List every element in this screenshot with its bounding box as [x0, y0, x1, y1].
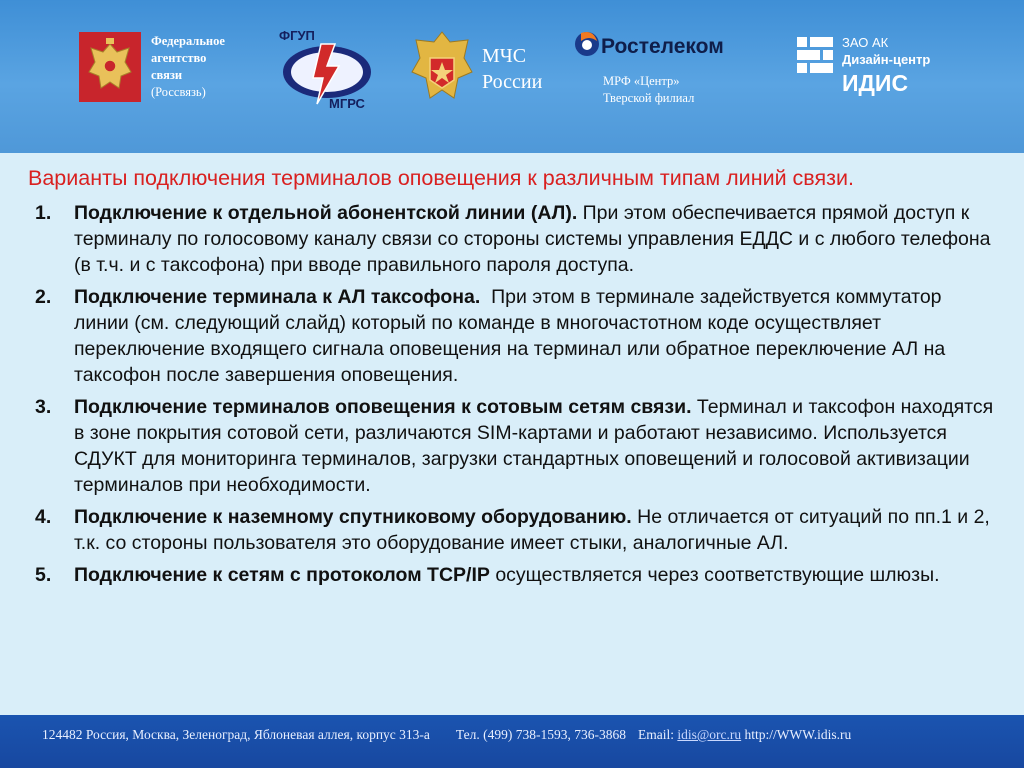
item-number: 5. [35, 564, 52, 586]
item-number: 3. [35, 396, 52, 418]
russian-coat-of-arms-logo [79, 32, 141, 102]
footer-address: 124482 Россия, Москва, Зеленоград, Яблоневая аллея, корпус 313-а [42, 727, 430, 742]
item-text: Терминал и таксофон находятся в зоне покрытия сотовой сети, различаются SIM-картами и работают независимо. Используется СДУКТ для мониторинга терминалов, загрузки стандартных оповещений и голосовой активизации терминалов при необходимости. [74, 396, 994, 496]
mchs-line1: МЧС [482, 45, 527, 67]
item-number: 1. [35, 202, 52, 224]
footer-email-label: Email: [637, 727, 678, 742]
footer-bar [0, 715, 1024, 768]
footer-site[interactable]: http://WWW.idis.ru [741, 727, 852, 742]
rostelecom-caption [603, 73, 694, 107]
list-item-4 [35, 504, 995, 556]
rossvyaz-line1: Федеральное [151, 34, 225, 48]
footer-phone: Тел. (499) 738-1593, 736-3868 [455, 727, 626, 742]
rossvyaz-line2: агентство [151, 51, 207, 65]
rostelecom-line1: МРФ «Центр» [603, 74, 680, 88]
item-text: осуществляется через соответствующие шлюзы. [489, 564, 940, 586]
item-number: 4. [35, 506, 52, 528]
item-lead: Подключение терминалов оповещения к сотовым сетям связи. [74, 396, 692, 418]
list-item-5 [35, 562, 995, 588]
item-number: 2. [35, 286, 52, 308]
idis-line2: Дизайн-центр [842, 52, 931, 67]
list-item-3 [35, 394, 995, 498]
item-lead: Подключение к сетям с протоколом TCP/IP [74, 564, 490, 586]
rossvyaz-line3: связи [151, 68, 183, 82]
connection-options-list [35, 200, 995, 594]
mchs-line2: России [482, 71, 543, 93]
idis-line3: ИДИС [842, 70, 909, 96]
idis-logo [797, 37, 833, 73]
item-lead: Подключение к наземному спутниковому оборудованию. [74, 506, 632, 528]
item-text: Не отличается от ситуаций по пп.1 и 2, т.к. со стороны пользователя это оборудование имеет стыки, аналогичные АЛ. [74, 506, 990, 554]
item-text: При этом обеспечивается прямой доступ к терминалу по голосовому каналу связи со стороны системы управления ЕДДС и с любого телефона (в т.ч. и с таксофона) при вводе правильного пароля доступа. [74, 202, 991, 276]
mchs-emblem-logo [410, 28, 474, 104]
item-lead: Подключение к отдельной абонентской линии (АЛ). [74, 202, 578, 224]
slide-title: Варианты подключения терминалов оповещения к различным типам линий связи. [28, 166, 854, 190]
list-item-2 [35, 284, 995, 388]
fgup-top-label: ФГУП [279, 28, 315, 43]
item-lead: Подключение терминала к АЛ таксофона. [74, 286, 481, 308]
footer-contacts [42, 727, 851, 743]
mchs-caption [482, 43, 542, 95]
header-banner [0, 0, 1024, 153]
rostelecom-name: Ростелеком [601, 35, 724, 58]
idis-caption [842, 35, 930, 97]
item-text: При этом в терминале задействуется коммутатор линии (см. следующий слайд) который по команде в многочастотном коде осуществляет переключение входящего сигнала оповещения на терминал или обратное переключение АЛ на таксофон после завершения оповещения. [74, 286, 951, 386]
rostelecom-line2: Тверской филиал [603, 91, 695, 105]
footer-email-link[interactable]: idis@orc.ru [677, 727, 742, 742]
rostelecom-logo [573, 27, 733, 67]
idis-line1: ЗАО АК [842, 35, 889, 50]
fgup-bottom-label: МГРС [329, 96, 365, 111]
rossvyaz-caption [151, 33, 271, 101]
fgup-mgrs-logo [277, 22, 379, 114]
rossvyaz-line4: (Россвязь) [151, 85, 206, 99]
list-item-1 [35, 200, 995, 278]
